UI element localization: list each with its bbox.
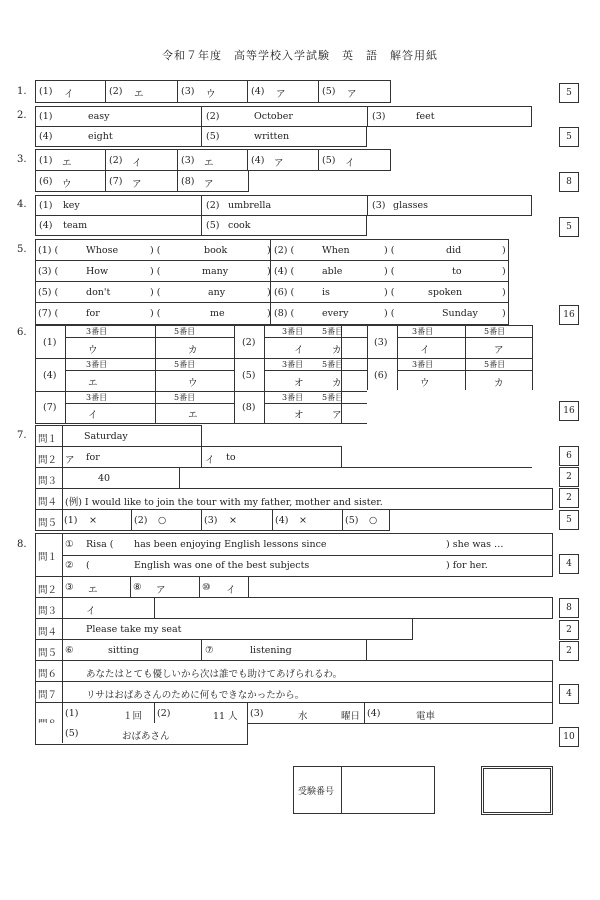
q8-row-7	[35, 681, 553, 703]
score-box: 2	[559, 620, 579, 640]
q8-2-answer-3: イ	[226, 585, 236, 596]
q3-answer-7: ア	[132, 179, 142, 190]
score-box: 2	[559, 467, 579, 487]
q8-answer-3: イ	[86, 606, 96, 617]
q8-r2-post: ) for her.	[446, 560, 488, 571]
q5-label-2: (2) (	[274, 245, 295, 256]
q6-header-3rd: 3番目	[412, 327, 434, 336]
q6-answer-2-3rd: イ	[294, 345, 304, 356]
q1-answer-1: イ	[64, 89, 74, 100]
q8-2-answer-2: ア	[156, 585, 166, 596]
q7-5-label-5: (5)	[345, 515, 359, 526]
q6-header-5th: 5番目	[322, 393, 344, 402]
score-box: 6	[559, 446, 579, 466]
score-box: 8	[559, 598, 579, 618]
exam-number-label: 受験番号	[298, 787, 335, 797]
q5-answer-4a: able	[322, 266, 343, 277]
q6-header-3rd: 3番目	[282, 327, 304, 336]
q4-label-4: (4)	[39, 220, 53, 231]
q6-answer-2-5th: カ	[332, 345, 342, 356]
q2-answer-row-1	[35, 106, 532, 127]
q3-label-3: (3)	[181, 155, 195, 166]
q1-answer-5: ア	[347, 89, 357, 100]
q6-label-5: (5)	[242, 370, 256, 381]
q7-5-label-2: (2)	[134, 515, 148, 526]
q5-answer-3b: many	[202, 266, 229, 277]
q6-answer-6-3rd: ウ	[420, 378, 430, 389]
q3-answer-8: ア	[204, 179, 214, 190]
q7-5-answer-5: ○	[369, 515, 378, 526]
q2-answer-2: October	[254, 111, 293, 122]
q6-header-3rd: 3番目	[86, 327, 108, 336]
q5-answer-1b: book	[204, 245, 228, 256]
score-box: 5	[559, 127, 579, 147]
q8-5-label-2: ⑦	[205, 645, 214, 656]
q4-answer-1: key	[63, 200, 80, 211]
q5-label-1: (1) (	[38, 245, 59, 256]
q8-8-label-4: (4)	[367, 708, 381, 719]
q5-paren: ) (	[384, 287, 395, 298]
q3-label-2: (2)	[109, 155, 123, 166]
q8-label-5: 問５	[38, 648, 58, 659]
q3-label-5: (5)	[322, 155, 336, 166]
q5-answer-5a: don't	[86, 287, 111, 298]
q2-label-1: (1)	[39, 111, 53, 122]
q6-answer-8-5th: ア	[332, 410, 342, 421]
q6-answer-8-3rd: オ	[294, 410, 304, 421]
q4-answer-5: cook	[228, 220, 251, 231]
question-number-6: 6.	[17, 327, 27, 338]
score-box: 2	[559, 488, 579, 508]
q5-answer-1a: Whose	[86, 245, 119, 256]
q5-paren: )	[267, 266, 271, 277]
q3-label-1: (1)	[39, 155, 53, 166]
q7-5-answer-3: ×	[229, 515, 237, 526]
q5-paren: ) (	[150, 266, 161, 277]
q5-answer-3a: How	[86, 266, 109, 277]
q6-answer-7-5th: エ	[188, 410, 198, 421]
q8-2-label-2: ⑧	[133, 582, 142, 593]
q2-answer-1: easy	[88, 111, 110, 122]
q8-r1-pre: Risa (	[86, 539, 114, 550]
q6-label-3: (3)	[374, 337, 388, 348]
q2-label-3: (3)	[372, 111, 386, 122]
q3-answer-row-2	[35, 170, 249, 192]
q6-header-5th: 5番目	[484, 360, 506, 369]
q5-paren: ) (	[384, 308, 395, 319]
q6-header-3rd: 3番目	[282, 393, 304, 402]
q6-answer-1-5th: カ	[188, 345, 198, 356]
score-box: 4	[559, 554, 579, 574]
q5-answer-table	[35, 239, 509, 325]
q3-answer-1: エ	[62, 158, 72, 169]
question-number-3: 3.	[17, 154, 27, 165]
q6-answer-4-3rd: エ	[88, 378, 98, 389]
q5-answer-4b: to	[452, 266, 462, 277]
score-box: 4	[559, 684, 579, 704]
q5-label-4: (4) (	[274, 266, 295, 277]
q5-answer-6a: is	[322, 287, 330, 298]
q6-answer-5-5th: カ	[332, 378, 342, 389]
page-title: 令和７年度 高等学校入学試験 英 語 解答用紙	[162, 49, 438, 62]
q7-label-2b: イ	[205, 455, 215, 466]
score-box: 10	[559, 727, 579, 747]
q8-8-answer-3-unit: 曜日	[341, 711, 361, 722]
q8-row-8b	[35, 723, 248, 745]
q3-answer-row-1	[35, 149, 391, 171]
q3-answer-2: イ	[132, 158, 142, 169]
q8-row-3	[35, 597, 553, 619]
q2-label-2: (2)	[206, 111, 220, 122]
q1-answer-row	[35, 80, 391, 103]
q6-header-5th: 5番目	[174, 360, 196, 369]
q2-label-5: (5)	[206, 131, 220, 142]
q6-answer-3-5th: ア	[494, 345, 504, 356]
q5-answer-8b: Sunday	[442, 308, 478, 319]
exam-number-field[interactable]	[344, 769, 432, 811]
q8-r1-post: ) she was …	[446, 539, 504, 550]
q8-r1-answer: has been enjoying English lessons since	[134, 539, 327, 550]
q2-answer-5: written	[254, 131, 290, 142]
q7-answer-4: (例) I would like to join the tour with my father, mother and sister.	[65, 497, 383, 508]
question-number-4: 4.	[17, 199, 27, 210]
q2-answer-4: eight	[88, 131, 113, 142]
q4-answer-2: umbrella	[228, 200, 272, 211]
score-box: 5	[559, 83, 579, 103]
q8-answer-4: Please take my seat	[86, 624, 182, 635]
q6-header-3rd: 3番目	[86, 360, 108, 369]
q7-row-3	[35, 467, 180, 489]
q3-answer-5: イ	[345, 158, 355, 169]
q7-row-4	[35, 488, 553, 510]
q4-answer-4: team	[63, 220, 88, 231]
q8-row-4	[35, 618, 413, 640]
q6-header-5th: 5番目	[484, 327, 506, 336]
q6-header-3rd: 3番目	[282, 360, 304, 369]
q8-row-2	[35, 576, 249, 598]
q5-label-7: (7) (	[38, 308, 59, 319]
q5-paren: ) (	[150, 287, 161, 298]
q1-label-2: (2)	[109, 86, 123, 97]
q1-answer-3: ウ	[206, 89, 216, 100]
q4-label-2: (2)	[206, 200, 220, 211]
q5-label-6: (6) (	[274, 287, 295, 298]
q8-8-answer-2: 11 人	[213, 711, 238, 722]
q8-circle-label-1: ①	[65, 539, 74, 550]
q7-label-2a: ア	[65, 455, 75, 466]
q5-paren: ) (	[384, 266, 395, 277]
q7-answer-1: Saturday	[84, 431, 128, 442]
score-box: 5	[559, 510, 579, 530]
q3-label-7: (7)	[109, 176, 123, 187]
q6-answer-6-5th: カ	[494, 378, 504, 389]
question-number-7: 7.	[17, 430, 27, 441]
q6-header-3rd: 3番目	[412, 360, 434, 369]
q8-8-label-5: (5)	[65, 728, 79, 739]
q6-label-7: (7)	[43, 402, 57, 413]
q5-answer-7a: for	[86, 308, 100, 319]
q8-row-1	[35, 533, 553, 577]
q5-label-3: (3) (	[38, 266, 59, 277]
q8-8-answer-3: 水	[298, 711, 308, 722]
q6-answer-1-3rd: ウ	[88, 345, 98, 356]
q3-label-4: (4)	[251, 155, 265, 166]
q7-5-label-3: (3)	[204, 515, 218, 526]
q8-8-label-3: (3)	[250, 708, 264, 719]
q5-answer-5b: any	[208, 287, 226, 298]
q5-answer-2a: When	[322, 245, 350, 256]
q8-8-label-2: (2)	[157, 708, 171, 719]
question-number-8: 8.	[17, 539, 27, 550]
q6-label-6: (6)	[374, 370, 388, 381]
q5-paren: )	[267, 245, 271, 256]
question-number-1: 1.	[17, 86, 27, 97]
q8-r2-answer: English was one of the best subjects	[134, 560, 310, 571]
q4-label-5: (5)	[206, 220, 220, 231]
q5-paren: )	[267, 308, 271, 319]
q4-label-3: (3)	[372, 200, 386, 211]
q6-answer-7-3rd: イ	[88, 410, 98, 421]
q8-8-answer-1: １回	[123, 711, 143, 722]
q5-paren: )	[502, 308, 506, 319]
q8-2-label-1: ③	[65, 582, 74, 593]
q8-row-6	[35, 660, 553, 682]
q8-r2-pre: (	[86, 560, 90, 571]
q6-header-5th: 5番目	[322, 360, 344, 369]
q5-answer-2b: did	[446, 245, 462, 256]
q6-header-3rd: 3番目	[86, 393, 108, 402]
q4-answer-3: glasses	[393, 200, 429, 211]
q6-label-1: (1)	[43, 337, 57, 348]
score-box: 16	[559, 305, 579, 325]
q7-5-label-1: (1)	[64, 515, 78, 526]
q6-answer-4-5th: ウ	[188, 378, 198, 389]
q8-circle-label-2: ②	[65, 560, 74, 571]
q7-label-2: 問２	[38, 455, 58, 466]
q7-label-1: 問１	[38, 434, 58, 445]
q6-header-5th: 5番目	[174, 327, 196, 336]
q4-answer-row-2	[35, 215, 367, 236]
q8-8-answer-4: 電車	[416, 711, 436, 722]
q5-answer-6b: spoken	[428, 287, 463, 298]
q8-8-label-1: (1)	[65, 708, 79, 719]
q6-answer-3-3rd: イ	[420, 345, 430, 356]
q1-answer-2: エ	[134, 89, 144, 100]
q3-label-6: (6)	[39, 176, 53, 187]
q1-answer-4: ア	[276, 89, 286, 100]
q8-label-3: 問３	[38, 606, 58, 617]
q1-label-4: (4)	[251, 86, 265, 97]
q7-5-answer-2: ○	[158, 515, 167, 526]
q5-paren: ) (	[150, 245, 161, 256]
q5-paren: ) (	[384, 245, 395, 256]
question-number-2: 2.	[17, 110, 27, 121]
q6-header-5th: 5番目	[174, 393, 196, 402]
score-box: 2	[559, 641, 579, 661]
q8-answer-7: リサはおばあさんのために何もできなかったから。	[86, 690, 305, 701]
q8-label-7: 問７	[38, 690, 58, 701]
q7-5-label-4: (4)	[275, 515, 289, 526]
q8-5-answer-1: sitting	[108, 645, 139, 656]
exam-number-box	[293, 766, 435, 814]
q2-answer-3: feet	[416, 111, 435, 122]
q1-label-1: (1)	[39, 86, 53, 97]
q5-paren: )	[502, 245, 506, 256]
q3-answer-3: エ	[204, 158, 214, 169]
q8-row-8a	[35, 702, 553, 724]
score-box: 16	[559, 401, 579, 421]
q2-label-4: (4)	[39, 131, 53, 142]
q8-label-6: 問６	[38, 669, 58, 680]
q2-answer-row-2	[35, 126, 367, 147]
q4-answer-row-1	[35, 195, 532, 216]
q7-label-4: 問４	[38, 497, 58, 508]
score-box: 5	[559, 217, 579, 237]
q5-label-5: (5) (	[38, 287, 59, 298]
q7-label-3: 問３	[38, 476, 58, 487]
q8-2-answer-1: エ	[88, 585, 98, 596]
q6-label-2: (2)	[242, 337, 256, 348]
q8-5-label-1: ⑥	[65, 645, 74, 656]
q7-row-2	[35, 446, 342, 468]
score-box: 8	[559, 172, 579, 192]
q3-answer-6: ウ	[62, 179, 72, 190]
q3-label-8: (8)	[181, 176, 195, 187]
q5-paren: )	[502, 287, 506, 298]
total-score-box[interactable]	[481, 766, 553, 815]
q8-label-2: 問２	[38, 585, 58, 596]
q7-answer-2b: to	[226, 452, 236, 463]
q8-answer-6: あなたはとても優しいから次は誰でも助けてあげられるわ。	[86, 669, 343, 680]
q6-answer-5-3rd: オ	[294, 378, 304, 389]
q6-label-8: (8)	[242, 402, 256, 413]
q8-8-answer-5: おばあさん	[122, 731, 170, 742]
q7-5-answer-1: ×	[89, 515, 97, 526]
q6-label-4: (4)	[43, 370, 57, 381]
q8-row-5	[35, 639, 367, 661]
q1-label-5: (5)	[322, 86, 336, 97]
question-number-5: 5.	[17, 244, 27, 255]
q5-label-8: (8) (	[274, 308, 295, 319]
q5-paren: )	[267, 287, 271, 298]
q7-answer-3: 40	[98, 473, 111, 484]
q3-answer-4: ア	[274, 158, 284, 169]
q8-label-1: 問１	[38, 552, 58, 563]
q8-5-answer-2: listening	[250, 645, 292, 656]
q4-label-1: (1)	[39, 200, 53, 211]
q6-header-5th: 5番目	[322, 327, 344, 336]
q5-paren: ) (	[150, 308, 161, 319]
q7-answer-2a: for	[86, 452, 100, 463]
q7-row-5	[35, 509, 390, 531]
q1-label-3: (3)	[181, 86, 195, 97]
q8-label-4: 問４	[38, 627, 58, 638]
q7-row-1	[35, 425, 202, 447]
q8-2-label-3: ⑩	[202, 582, 211, 593]
q7-label-5: 問５	[38, 518, 58, 529]
q5-answer-7b: me	[210, 308, 225, 319]
q5-answer-8a: every	[322, 308, 349, 319]
q5-paren: )	[502, 266, 506, 277]
q7-5-answer-4: ×	[299, 515, 307, 526]
